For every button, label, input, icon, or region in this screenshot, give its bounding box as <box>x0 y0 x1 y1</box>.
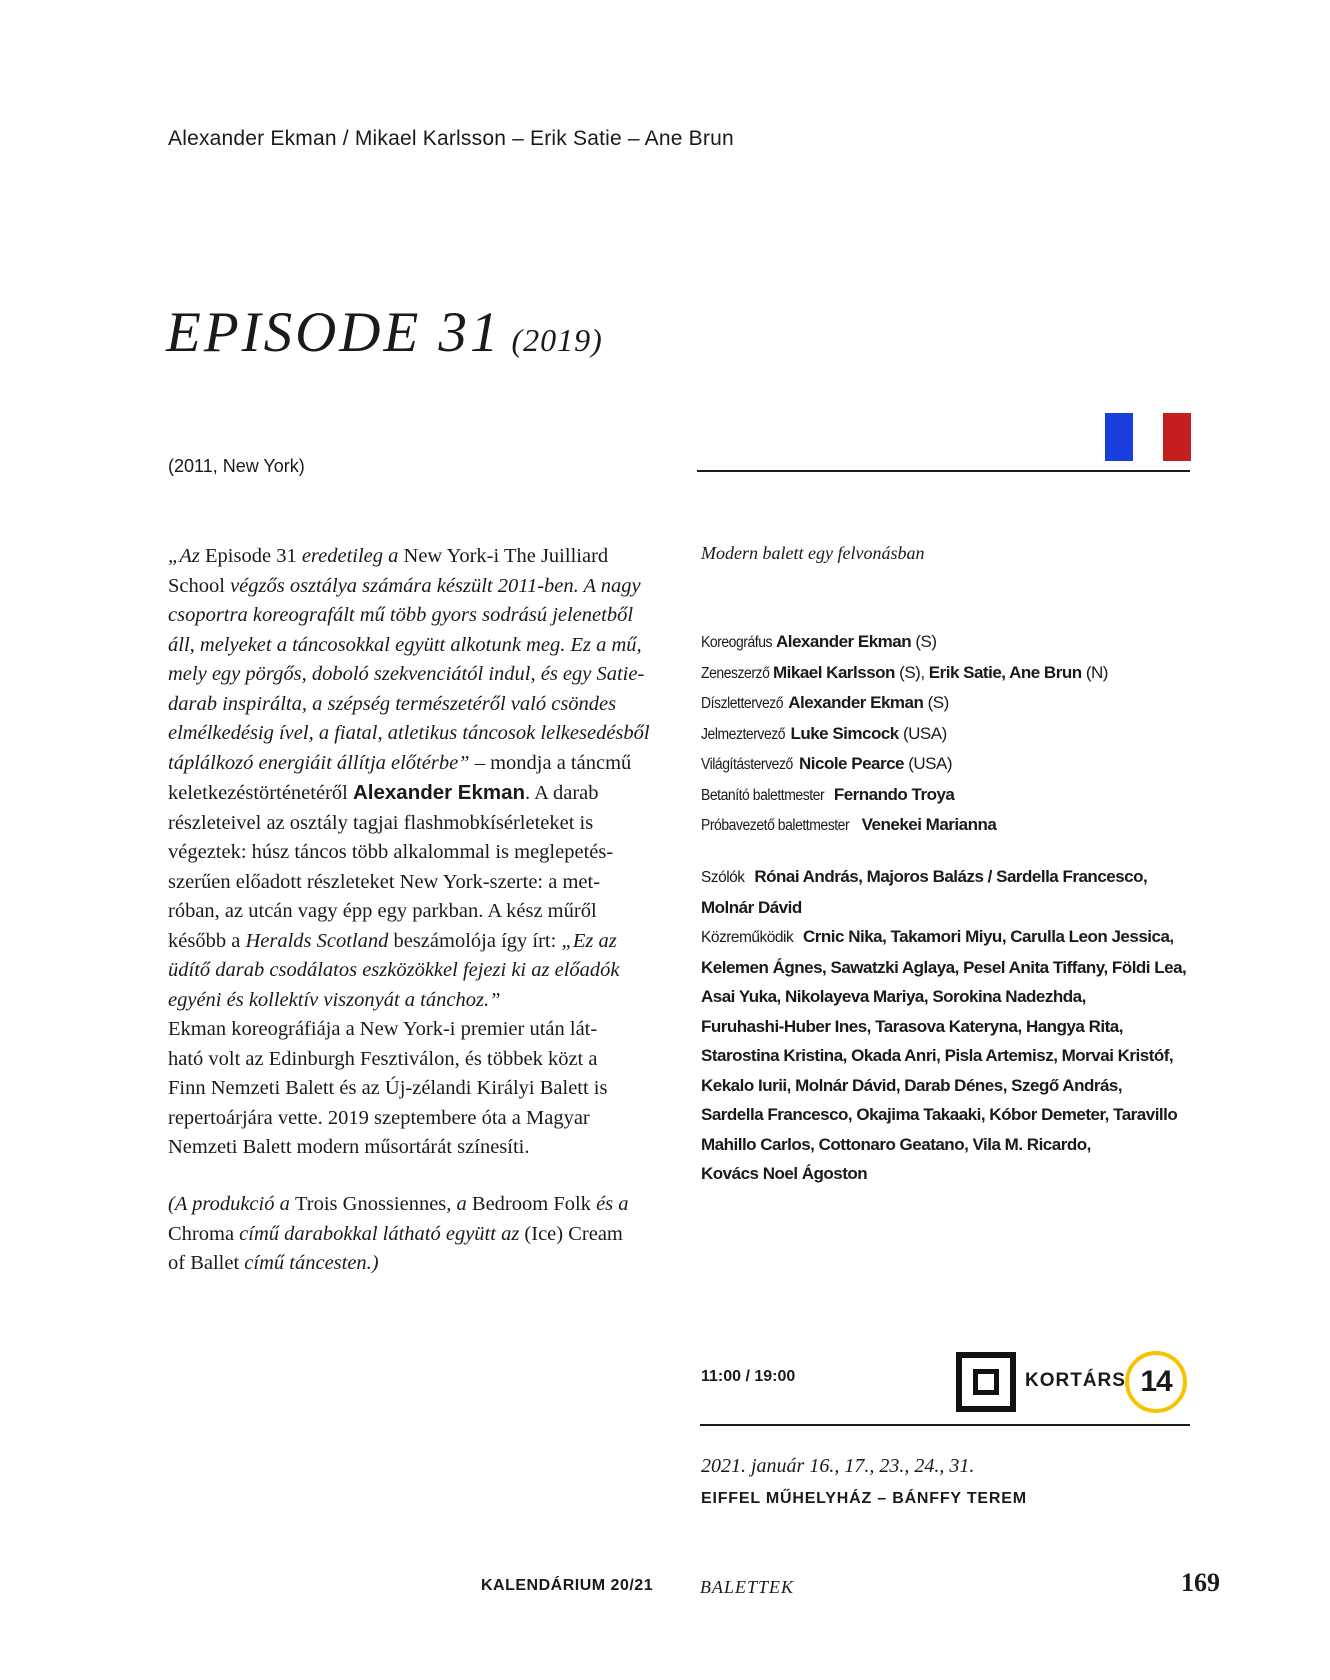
text-line <box>168 1190 663 1220</box>
text-run: mely egy pörgős, doboló szekvenciától indul, és egy Satie- <box>168 663 645 685</box>
text-run: Heralds Scotland <box>245 929 389 952</box>
cast-line <box>701 1071 1201 1101</box>
role-label: Jelmeztervező <box>701 725 786 743</box>
text-run: (Ice) Cream <box>524 1222 623 1245</box>
text-run: végzős osztálya számára készült 2011-ben. A nagy <box>224 574 641 597</box>
text-run: róban, az utcán vagy épp egy parkban. A kész műről <box>168 900 597 922</box>
text-run: Nemzeti Balett modern műsortárát színesíti. <box>168 1136 530 1158</box>
cast-line <box>701 1100 1201 1130</box>
role-label: Próbavezető balettmester <box>701 817 850 834</box>
text-run: . A darab <box>525 782 599 804</box>
work-subtitle: Modern balett egy felvonásban <box>701 543 925 563</box>
person-names: Fernando Troya <box>833 784 955 804</box>
text-run: (USA) <box>898 723 947 743</box>
role-label: Közreműködik <box>701 929 798 946</box>
text-run: Finn Nemzeti Balett és az Új-zélandi Királyi Balett is <box>168 1077 608 1099</box>
text-run: elmélkedésig ível, a fiatal, atletikus táncosok lelkesedésből <box>168 722 650 744</box>
title-text: EPISODE 31 <box>166 301 502 364</box>
role-label: Betanító balettmester <box>701 786 825 804</box>
text-run: (S), <box>894 662 929 682</box>
text-line <box>168 1249 663 1279</box>
text-run: of Ballet <box>168 1252 240 1274</box>
text-run: , a <box>446 1193 472 1215</box>
flag-blue-stripe <box>1105 413 1133 461</box>
person-names: Erik Satie, Ane Brun <box>928 662 1082 682</box>
person-names: Kovács Noel Ágoston <box>701 1164 868 1183</box>
category-label: KORTÁRS <box>1025 1370 1126 1391</box>
person-names: Sardella Francesco, Okajima Takaaki, Kóbor Demeter, Taravillo <box>701 1105 1178 1124</box>
age-rating-badge: 14 <box>1125 1351 1187 1413</box>
credit-row <box>701 658 1201 689</box>
venue: EIFFEL MŰHELYHÁZ – BÁNFFY TEREM <box>701 1490 1027 1507</box>
cast-line <box>701 982 1201 1012</box>
text-run: részleteivel az osztály tagjai flashmobkísérleteket is <box>168 811 594 834</box>
person-names: Crnic Nika, Takamori Miyu, Carulla Leon Jessica, <box>803 927 1174 946</box>
footer-publication: KALENDÁRIUM 20/21 <box>481 1577 654 1594</box>
text-run: (S) <box>923 693 949 712</box>
text-run: szerűen előadott részleteket New York-szerte: a met- <box>168 870 601 893</box>
text-run: darab inspirálta, a szépség természetéről való csöndes <box>168 692 617 715</box>
text-run: végeztek: húsz táncos több alkalommal is meglepetés- <box>168 841 614 863</box>
text-line <box>168 1220 663 1250</box>
text-line <box>168 927 663 957</box>
text-run: (N) <box>1081 662 1108 682</box>
text-run: eredetileg a <box>296 545 404 567</box>
event-divider <box>700 1424 1190 1426</box>
credit-row <box>701 749 1201 780</box>
text-run: egyéni és kollektív viszonyát a tánchoz.” <box>168 988 501 1011</box>
person-names: Kelemen Ágnes, Sawatzki Aglaya, Pesel Anita Tiffany, Földi Lea, <box>701 957 1187 977</box>
text-run: Bedroom Folk <box>471 1193 591 1215</box>
cast-line <box>701 1041 1201 1071</box>
text-run: keletkezéstörténetéről <box>168 782 353 804</box>
credit-row <box>701 719 1201 750</box>
text-run: üdítő darab csodálatos eszközökkel fejezi ki az előadók <box>168 959 620 981</box>
text-line <box>168 1045 663 1075</box>
person-names: Kekalo Iurii, Molnár Dávid, Darab Dénes, Szegő András, <box>701 1075 1123 1095</box>
cast-line <box>701 1130 1201 1160</box>
person-names: Rónai András, Majoros Balázs / Sardella Francesco, <box>754 867 1148 886</box>
text-line <box>168 868 663 898</box>
text-run: című darabokkal látható együtt az <box>234 1222 525 1245</box>
text-run: „Ez az <box>561 929 617 952</box>
footer-section: BALETTEK <box>700 1577 795 1597</box>
person-names: Furuhashi-Huber Ines, Tarasova Kateryna, Hangya Rita, <box>701 1016 1123 1036</box>
cast-line <box>701 862 1201 893</box>
text-line <box>168 631 663 661</box>
text-line <box>168 778 663 809</box>
text-run: Trois Gnossiennes <box>294 1193 447 1215</box>
text-run: (USA) <box>904 754 953 773</box>
credit-row <box>701 688 1201 719</box>
credits-list <box>701 627 1201 841</box>
person-names: Nicole Pearce <box>799 754 905 773</box>
cast-line <box>701 953 1201 983</box>
square-logo-icon <box>956 1352 1016 1412</box>
text-run: és a <box>590 1193 629 1215</box>
person-names: Alexander Ekman <box>788 693 924 712</box>
text-line <box>168 1074 663 1104</box>
person-names: Molnár Dávid <box>701 897 802 917</box>
text-line <box>168 956 663 986</box>
role-label: Koreográfus <box>701 634 773 651</box>
work-title <box>166 300 603 365</box>
text-line <box>168 1015 663 1045</box>
text-line <box>168 1133 663 1163</box>
text-run: Chroma <box>168 1222 235 1245</box>
text-run: Ekman koreográfiája a New York-i premier után lát- <box>168 1018 598 1040</box>
text-line <box>168 542 663 572</box>
text-run: című táncesten.) <box>239 1252 379 1274</box>
authors-line: Alexander Ekman / Mikael Karlsson – Erik Satie – Ane Brun <box>168 127 734 150</box>
cast-line <box>701 1159 1201 1189</box>
credit-row <box>701 780 1201 811</box>
cast-line <box>701 1012 1201 1042</box>
text-run: New York-i The Juilliard <box>403 545 609 567</box>
text-run: „Az <box>168 545 206 567</box>
text-run: csoportra koreografált mű több gyors sodrású jelenetből <box>168 604 634 626</box>
text-line <box>168 719 663 749</box>
text-line <box>168 838 663 868</box>
role-label: Zeneszerző <box>701 664 770 682</box>
header-divider <box>697 470 1190 472</box>
text-run: Episode 31 <box>205 545 297 567</box>
person-names: Starostina Kristina, Okada Anri, Pisla Artemisz, Morvai Kristóf, <box>701 1046 1174 1065</box>
text-run: repertoárjára vette. 2019 szeptembere óta a Magyar <box>168 1106 590 1129</box>
text-run: Alexander Ekman <box>352 781 526 804</box>
text-line <box>168 690 663 720</box>
showtimes: 11:00 / 19:00 <box>701 1368 796 1385</box>
flag-red-stripe <box>1163 413 1191 461</box>
title-year: (2019) <box>511 322 603 358</box>
text-run: (A produkció a <box>168 1193 295 1215</box>
text-run: áll, melyeket a táncosokkal együtt alkotunk meg. Ez a mű, <box>168 633 642 656</box>
text-line <box>168 809 663 839</box>
role-label: Szólók <box>701 869 749 886</box>
description-text <box>168 542 663 1163</box>
text-line <box>168 660 663 690</box>
credit-row <box>701 627 1201 658</box>
text-run: – mondja a táncmű <box>469 751 632 774</box>
text-line <box>168 897 663 927</box>
text-run: ható volt az Edinburgh Fesztiválon, és többek közt a <box>168 1047 598 1070</box>
person-names: Venekei Marianna <box>861 815 997 834</box>
role-label: Világítástervező <box>701 756 793 773</box>
credit-row <box>701 810 1201 841</box>
text-line <box>168 601 663 631</box>
premiere-info: (2011, New York) <box>168 456 305 476</box>
cast-line <box>701 893 1201 923</box>
text-run: táplálkozó energiáit állítja előtérbe” <box>168 751 470 774</box>
cast-line <box>701 922 1201 953</box>
text-line <box>168 1104 663 1134</box>
text-run: (S) <box>911 632 937 651</box>
role-label: Díszlettervező <box>701 695 784 712</box>
performance-dates: 2021. január 16., 17., 23., 24., 31. <box>701 1455 975 1477</box>
cast-list <box>701 862 1201 1189</box>
person-names: Asai Yuka, Nikolayeva Mariya, Sorokina Nadezhda, <box>701 987 1086 1006</box>
person-names: Luke Simcock <box>790 723 899 743</box>
text-line <box>168 572 663 602</box>
person-names: Mikael Karlsson <box>772 662 895 682</box>
person-names: Alexander Ekman <box>775 632 912 651</box>
text-run: később a <box>168 929 246 952</box>
page-number: 169 <box>1181 1568 1220 1597</box>
text-line <box>168 986 663 1016</box>
person-names: Mahillo Carlos, Cottonaro Geatano, Vila M. Ricardo, <box>701 1134 1091 1154</box>
production-note <box>168 1190 663 1279</box>
text-line <box>168 749 663 779</box>
text-run: beszámolója így írt: <box>388 929 562 952</box>
text-run: School <box>168 574 225 597</box>
